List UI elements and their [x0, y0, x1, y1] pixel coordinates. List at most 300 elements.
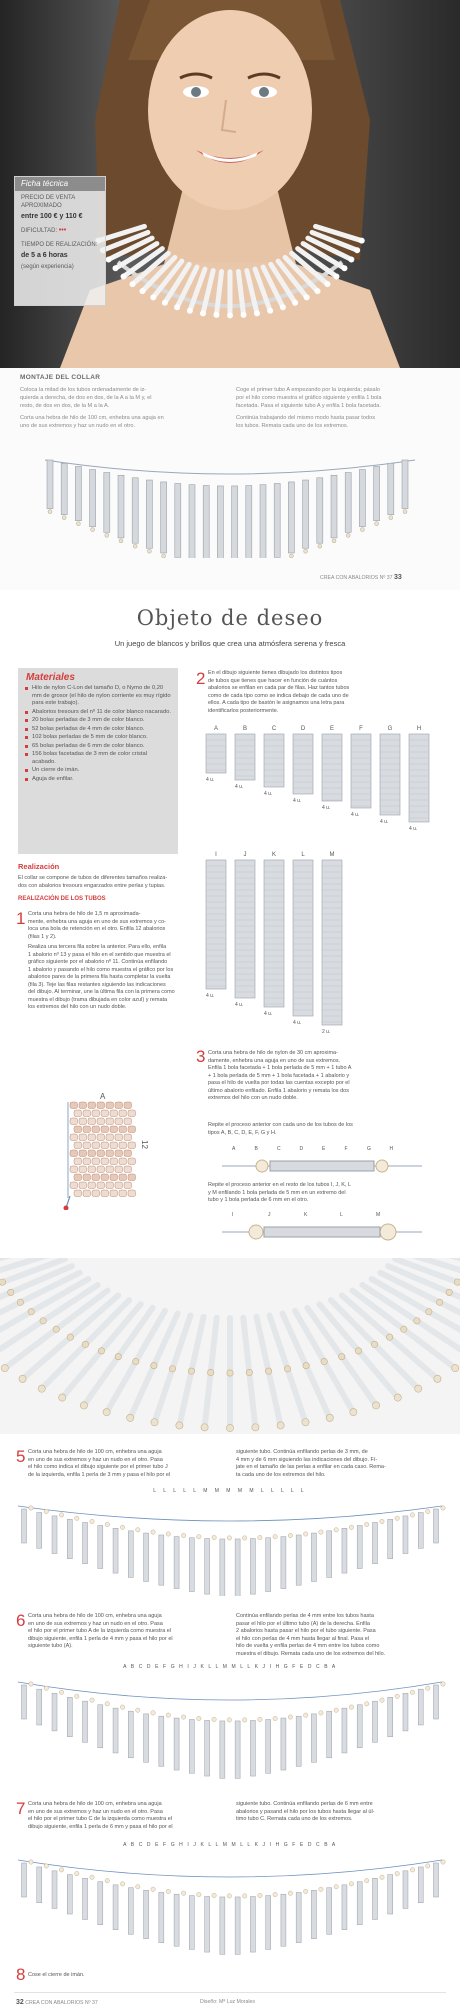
tube-letter: E — [329, 726, 335, 732]
pearl-bead — [441, 1682, 445, 1686]
bead-cell — [110, 1190, 118, 1197]
tube — [205, 1896, 210, 1952]
pearl-bead — [136, 1528, 140, 1532]
step-7-diagram — [14, 1850, 446, 1958]
bead — [332, 539, 336, 543]
pearl-bead — [0, 1279, 6, 1285]
tube-drawing — [409, 734, 429, 822]
tube-letter: G — [367, 1146, 371, 1152]
tube — [144, 1714, 149, 1762]
tube — [220, 1721, 225, 1778]
tube — [311, 1714, 316, 1762]
tube-letter: G — [387, 726, 393, 732]
bead-cell — [115, 1150, 123, 1157]
tube-drawing — [351, 734, 371, 808]
tube — [418, 1689, 423, 1725]
tube — [113, 1528, 118, 1573]
tube — [220, 1539, 225, 1596]
tube-count: 4 u. — [380, 819, 389, 825]
tube-letter: H — [389, 1146, 394, 1152]
tube — [161, 482, 167, 553]
tube-drawing — [235, 860, 255, 998]
graph-label-a: A — [100, 1092, 106, 1101]
step-3-text-rest: Repite el proceso anterior en el resto de los tubos I, J, K, L y M enfilando 1 bola perlada de 5 mm en un extremo del tubo y 1 bola perlada de 6 mm en el otro. — [208, 1182, 352, 1203]
tube — [52, 1871, 57, 1909]
pearl-bead — [365, 1702, 369, 1706]
bead — [62, 516, 66, 520]
tube — [357, 1525, 362, 1568]
bead-cell — [110, 1142, 118, 1149]
pearl-bead — [441, 1506, 445, 1510]
tube — [250, 1539, 255, 1595]
bead — [133, 544, 137, 548]
pearl-bead — [380, 1875, 384, 1879]
tube — [388, 1519, 393, 1558]
tube-letter: C — [271, 726, 277, 732]
bead-cell — [110, 1110, 118, 1117]
difficulty-label: DIFICULTAD: — [21, 228, 58, 234]
pearl-bead — [188, 1368, 194, 1374]
tube — [345, 473, 351, 533]
pearl-bead — [258, 1717, 262, 1721]
pearl-bead — [151, 1711, 155, 1715]
page-2 — [0, 590, 460, 2013]
tube — [132, 478, 138, 543]
bead-cell — [101, 1158, 109, 1165]
pearl-bead — [75, 1871, 79, 1875]
bead-cell — [97, 1166, 105, 1173]
pearl-bead — [200, 310, 206, 316]
pearl-bead — [105, 1522, 109, 1526]
pearl-bead — [127, 1414, 134, 1421]
step-7-text-col2: siguiente tubo. Continúa enfilando perlas de 6 mm entre abalorios y pasand el hilo por los tubos hasta llegar al úl- timo tubo C. Remata cada uno de los extremos. — [236, 1801, 375, 1822]
pearl-bead — [28, 1309, 34, 1315]
necklace-photo — [0, 1258, 460, 1434]
tube-drawing — [206, 860, 226, 989]
tube — [317, 478, 323, 543]
pearl-bead — [319, 1711, 323, 1715]
bead-cell — [128, 1126, 136, 1133]
tube — [281, 1894, 286, 1946]
tube — [235, 1539, 240, 1596]
tube — [266, 1538, 271, 1592]
pearl-bead — [120, 1525, 124, 1529]
tube — [357, 1882, 362, 1925]
bead-cell — [88, 1134, 96, 1141]
step-5-text-col2: siguiente tubo. Continúa enfilando perlas de 3 mm, de 4 mm y de 6 mm siguiendo las indicaciones del dibujo. Fí- jate en el tamaño de las perlas a enfilar en cada caso. Rema- ta cada uno de los extremos del hilo. — [236, 1449, 386, 1478]
bead-cell — [74, 1142, 82, 1149]
article-subtitle: Un juego de blancos y brillos que crea una atmósfera serena y fresca — [114, 639, 346, 648]
pearl-bead — [365, 1878, 369, 1882]
tube — [342, 1528, 347, 1573]
pearl-bead — [380, 1519, 384, 1523]
bead-cell — [124, 1166, 132, 1173]
pearl-bead — [213, 312, 219, 318]
material-item: Aguja de enfilar. — [18, 776, 178, 785]
bead — [105, 533, 109, 537]
pearl-bead — [44, 1686, 48, 1690]
tube — [189, 1896, 194, 1950]
tube — [342, 1708, 347, 1753]
pearl-bead — [315, 288, 321, 294]
bead-cell — [115, 1182, 123, 1189]
assembly-text-col2: Coge el primer tubo A empezando por la izquierda; pásalo por el hilo como muestra el gráfico siguiente y enfila 1 bola facetada. Pasa el siguiente tubo A y enfila 1 bola facetada. Continúa trabajando del mismo modo hasta pasar todos los tubos. Remata cada uno de los extremos. — [236, 387, 382, 429]
pearl-bead — [103, 1409, 110, 1416]
pearl-bead — [288, 1891, 292, 1895]
tube — [205, 1720, 210, 1776]
tube — [67, 1697, 72, 1736]
tube-count: 4 u. — [235, 784, 244, 790]
bead-cell — [106, 1150, 114, 1157]
step-3-number: 3 — [196, 1047, 206, 1066]
material-item: Abalorios tresours del nº 11 de color blanco nacarado. — [18, 709, 178, 718]
pearl-bead — [227, 312, 233, 318]
bead-cell — [97, 1118, 105, 1125]
pearl-bead — [106, 256, 112, 262]
pearl-bead — [273, 1892, 277, 1896]
pearl-bead — [273, 1716, 277, 1720]
pearl-bead — [242, 1894, 246, 1898]
bead-cell — [97, 1134, 105, 1141]
tube-count: 4 u. — [409, 826, 418, 832]
tube — [83, 1701, 88, 1742]
pearl-bead — [166, 1713, 170, 1717]
tube — [118, 475, 124, 538]
pearl-bead — [105, 1702, 109, 1706]
step-6-text-col2: Continúa enfilando perlas de 4 mm entre los tubos hasta pasar el hilo por el último tubo (A) de la derecha. Enfila 2 abalorios hasta pasar el hilo por el tubo siguiente. Pasa el hilo con perlas de 4 mm hasta llegar al final. Pasa el hilo de vuelta y enfila perlas de 4 mm entre los tubos como muestra el dibujo. Remata cada uno de los extremos del hilo. — [236, 1613, 386, 1657]
tube — [266, 1719, 271, 1773]
pearl-bead — [434, 1375, 441, 1382]
step-3-text-repeat: Repite el proceso anterior con cada uno de los tubos de los tipos A, B, C, D, E, F, G y H. — [208, 1122, 353, 1136]
pearl-bead — [355, 1348, 361, 1354]
pearl-bead — [273, 1535, 277, 1539]
bead-cell — [101, 1142, 109, 1149]
pearl-bead — [59, 1690, 63, 1694]
tube-letter: A — [232, 1146, 236, 1152]
step-5-diagram — [14, 1496, 446, 1596]
tube — [128, 1711, 133, 1758]
tube — [98, 1882, 103, 1925]
tube — [47, 460, 53, 509]
bead-cell — [115, 1134, 123, 1141]
tube — [388, 463, 394, 514]
tube — [67, 1875, 72, 1914]
pearl-bead — [29, 1506, 33, 1510]
tube — [22, 1863, 27, 1897]
tube — [175, 484, 181, 558]
bead-cell — [128, 1158, 136, 1165]
bead-cell — [83, 1190, 91, 1197]
tube-letter: C — [277, 1146, 281, 1152]
tube — [75, 466, 81, 520]
thread-path — [18, 1860, 442, 1877]
bead-cell — [74, 1158, 82, 1165]
tube-count: 4 u. — [264, 1011, 273, 1017]
tube — [260, 485, 266, 558]
pearl-bead — [371, 1341, 377, 1347]
thread-path — [18, 1682, 442, 1700]
tube-letter: M — [376, 1212, 381, 1218]
fact-card-title: Ficha técnica — [15, 177, 105, 191]
bead-cell — [124, 1150, 132, 1157]
bead-cell — [88, 1118, 96, 1125]
bead-cell — [74, 1174, 82, 1181]
step-1-bead-graph — [62, 1100, 142, 1210]
pearl-bead — [67, 1334, 73, 1340]
pearl-bead — [227, 1536, 231, 1540]
pearl-bead — [197, 1892, 201, 1896]
bead-cell — [115, 1166, 123, 1173]
tube — [146, 480, 152, 548]
pearl-bead — [334, 1528, 338, 1532]
tube-letter: H — [416, 726, 422, 732]
pearl-bead — [386, 1334, 392, 1340]
pearl-bead — [321, 1358, 327, 1364]
bead-cell — [128, 1142, 136, 1149]
bead-cell — [92, 1126, 100, 1133]
bead-cell — [106, 1102, 114, 1109]
assembly-diagram — [40, 448, 420, 558]
tube — [22, 1509, 27, 1543]
pearl-bead — [29, 1860, 33, 1864]
bead-cell — [101, 1174, 109, 1181]
bead-cell — [106, 1166, 114, 1173]
pearl-bead — [44, 1509, 48, 1513]
pearl-bead — [454, 1279, 460, 1285]
tube-letter: J — [268, 1212, 271, 1218]
pearl-bead — [151, 1419, 158, 1426]
pearl-bead — [334, 1885, 338, 1889]
tube — [311, 1890, 316, 1938]
bead-cell — [101, 1190, 109, 1197]
pearl-bead — [252, 1424, 259, 1431]
pearl-bead — [120, 1705, 124, 1709]
pearl-bead — [242, 1718, 246, 1722]
tube-count: 4 u. — [206, 993, 215, 999]
bead-cell — [128, 1190, 136, 1197]
pearl-bead — [150, 294, 156, 300]
bead-cell — [115, 1102, 123, 1109]
tube-drawing — [264, 734, 284, 787]
bead-cell — [124, 1182, 132, 1189]
tube-drawing — [264, 860, 284, 1007]
tube — [403, 1693, 408, 1731]
tube-count: 2 u. — [322, 1029, 331, 1035]
bead-cell — [70, 1102, 78, 1109]
pearl-bead — [380, 1698, 384, 1702]
tube-count: 4 u. — [264, 791, 273, 797]
tube — [281, 1537, 286, 1589]
pearl-bead — [53, 1326, 59, 1332]
pearl-bead — [38, 1385, 45, 1392]
pearl-bead — [105, 1878, 109, 1882]
bead-cell — [70, 1134, 78, 1141]
pearl-bead — [40, 1318, 46, 1324]
bead — [375, 522, 379, 526]
pearl-bead — [59, 1868, 63, 1872]
pearl-bead — [136, 1708, 140, 1712]
fact-card — [14, 176, 106, 306]
step-2-text: En el dibujo siguiente tienes dibujado los distintos tipos de tubos que tienes que hacer en función de cuántos abalorios se enfilan en cada par de filas. Haz tantos tubos como de cada tipo como se indica debajo de cada uno de ellos. A cada tipo de bastón le asignamos una letra para identificarlos posteriormente. — [208, 670, 350, 714]
price-value: entre 100 € y 110 € — [21, 213, 83, 220]
step-8-number: 8 — [16, 1965, 26, 1984]
pearl-bead — [258, 1535, 262, 1539]
tube — [113, 1708, 118, 1753]
bead-cell — [83, 1142, 91, 1149]
pearl-bead — [304, 294, 310, 300]
pearl-bead — [169, 1366, 175, 1372]
tube — [281, 1718, 286, 1770]
tube — [374, 466, 380, 520]
bead — [346, 533, 350, 537]
pearl-bead — [212, 1717, 216, 1721]
pearl-bead — [395, 1694, 399, 1698]
pearl-bead — [341, 265, 347, 271]
pearl-bead — [8, 1289, 14, 1295]
pearl-bead — [292, 300, 298, 306]
tube — [372, 1878, 377, 1919]
bead-cell — [79, 1118, 87, 1125]
tubes-section-title: REALIZACIÓN DE LOS TUBOS — [18, 896, 106, 902]
step-7-number: 7 — [16, 1799, 26, 1818]
pearl-bead — [288, 1533, 292, 1537]
page-1 — [0, 0, 460, 590]
pearl-bead — [414, 1318, 420, 1324]
assembly-tubes — [47, 460, 408, 558]
tube — [37, 1689, 42, 1725]
tube-letter: D — [300, 726, 306, 732]
pearl-bead — [90, 1698, 94, 1702]
pearl-bead — [324, 281, 330, 287]
difficulty-value: ••• — [58, 227, 67, 234]
bead-cell — [88, 1150, 96, 1157]
step-8-text: Cose el cierre de imán. — [28, 1972, 85, 1978]
pearl-bead — [395, 1871, 399, 1875]
pearl-bead — [176, 1422, 183, 1429]
pearl-bead — [197, 1716, 201, 1720]
bead-cell — [70, 1118, 78, 1125]
pearl-bead — [319, 1887, 323, 1891]
pearl-bead — [426, 1509, 430, 1513]
price-label: PRECIO DE VENTA APROXIMADO — [21, 195, 75, 209]
pearl-bead — [19, 1375, 26, 1382]
tube — [90, 470, 96, 527]
tube — [372, 1701, 377, 1742]
bead — [360, 528, 364, 532]
tube — [205, 1539, 210, 1595]
pearl-bead — [303, 1362, 309, 1368]
bead — [304, 549, 308, 553]
bead — [403, 510, 407, 514]
bead-cell — [74, 1110, 82, 1117]
pearl-bead — [284, 1366, 290, 1372]
pearl-bead — [359, 238, 365, 244]
material-item: Un cierre de imán. — [18, 767, 178, 776]
pearl-bead — [115, 1353, 121, 1359]
bead-cell — [92, 1190, 100, 1197]
tube-drawing — [322, 860, 342, 1025]
pearl-bead — [241, 312, 247, 318]
tube — [128, 1531, 133, 1578]
bead-cell — [83, 1174, 91, 1181]
design-credit: Diseño: Mª Luz Morales — [200, 1999, 255, 2005]
pearl-bead — [227, 1718, 231, 1722]
tube — [296, 1716, 301, 1766]
step-5-number: 5 — [16, 1447, 26, 1466]
tube — [144, 1890, 149, 1938]
step-1-text: Corta una hebra de hilo de 1,5 m aproximada- mente, enhebra una aguja en uno de sus extremos y co- loca una bola de retención en el otro. Enfila 12 abalorios (filas 1 y 2). Realiza una tercera fila sobre la anterior. Para ello, enfila 1 abalorio nº 13 y pasa el hilo en el sentido que muestra el gráfico siguiente por el abalorio nº 11. Continúa enfilando 1 abalorio y pasando el hilo como muestra el gráfico por los abalorios pares de la primera fila hasta completar la vuelta (fila 3). Teje las filas restantes siguiendo las indicaciones del dibujo. Al terminar, une la última fila con la primera como muestra el dibujo (trama dibujada en color azul) y remata los extremos del hilo con un nudo doble. — [28, 911, 175, 1010]
pearl-bead — [44, 1864, 48, 1868]
tube-letter: K — [271, 852, 277, 858]
pearl-bead — [354, 247, 360, 253]
pearl-bead — [59, 1394, 66, 1401]
time-label: TIEMPO DE REALIZACIÓN: — [21, 242, 98, 248]
pearl-bead — [136, 1885, 140, 1889]
tube — [22, 1685, 27, 1719]
tube — [113, 1885, 118, 1930]
pearl-bead — [302, 1419, 309, 1426]
tube-count: 4 u. — [351, 812, 360, 818]
tube — [235, 1721, 240, 1778]
tube — [311, 1533, 316, 1581]
bead-cell — [79, 1102, 87, 1109]
tube — [403, 1871, 408, 1909]
tube — [104, 473, 110, 533]
tube-letter: F — [359, 726, 363, 732]
material-item: 52 bolas perladas de 4 mm de color blanco. — [18, 726, 178, 735]
pearl-bead — [227, 1894, 231, 1898]
tube — [37, 1512, 42, 1548]
bead-cell — [124, 1134, 132, 1141]
pearl-bead — [181, 1533, 185, 1537]
tube — [159, 1892, 164, 1942]
pearl-bead — [349, 1705, 353, 1709]
pearl-bead — [120, 1882, 124, 1886]
thread-path — [18, 1506, 442, 1521]
tube — [303, 480, 309, 548]
assembly-text-col1: Coloca la mitad de los tubos ordenadamente de iz- quierda a derecha, de dos en dos, de la A a la M y, el resto, de dos en dos, de la M a la A. Corta una hebra de hilo de 100 cm, enhebra una aguja en uno de sus extremos y haz un nudo en el otro. — [20, 387, 164, 429]
pearl-bead — [29, 1682, 33, 1686]
tube — [250, 1720, 255, 1776]
pearl-bead — [280, 304, 286, 310]
pearl-bead — [90, 1519, 94, 1523]
tube — [357, 1705, 362, 1748]
bead-cell — [70, 1150, 78, 1157]
bead-cell — [110, 1174, 118, 1181]
pearl-bead — [277, 1422, 284, 1429]
bead-cell — [83, 1110, 91, 1117]
pearl-bead — [410, 1513, 414, 1517]
step-1-number: 1 — [16, 909, 26, 928]
pearl-bead — [349, 1525, 353, 1529]
tube — [189, 485, 195, 558]
tube-count: 4 u. — [293, 798, 302, 804]
pearl-bead — [151, 1530, 155, 1534]
pearl-bead — [187, 308, 193, 314]
tube — [98, 1705, 103, 1748]
tube — [266, 1896, 271, 1950]
tube-letter: K — [304, 1212, 308, 1218]
bead — [48, 510, 52, 514]
tube-letter: I — [232, 1212, 234, 1218]
pearl-bead — [258, 1893, 262, 1897]
bead — [91, 528, 95, 532]
pearl-bead — [162, 300, 168, 306]
step-3-diagram-a — [212, 1142, 432, 1178]
pearl-bead — [326, 1414, 333, 1421]
tube-types-svg — [200, 722, 450, 1042]
bead-graph-cells — [68, 1102, 136, 1198]
